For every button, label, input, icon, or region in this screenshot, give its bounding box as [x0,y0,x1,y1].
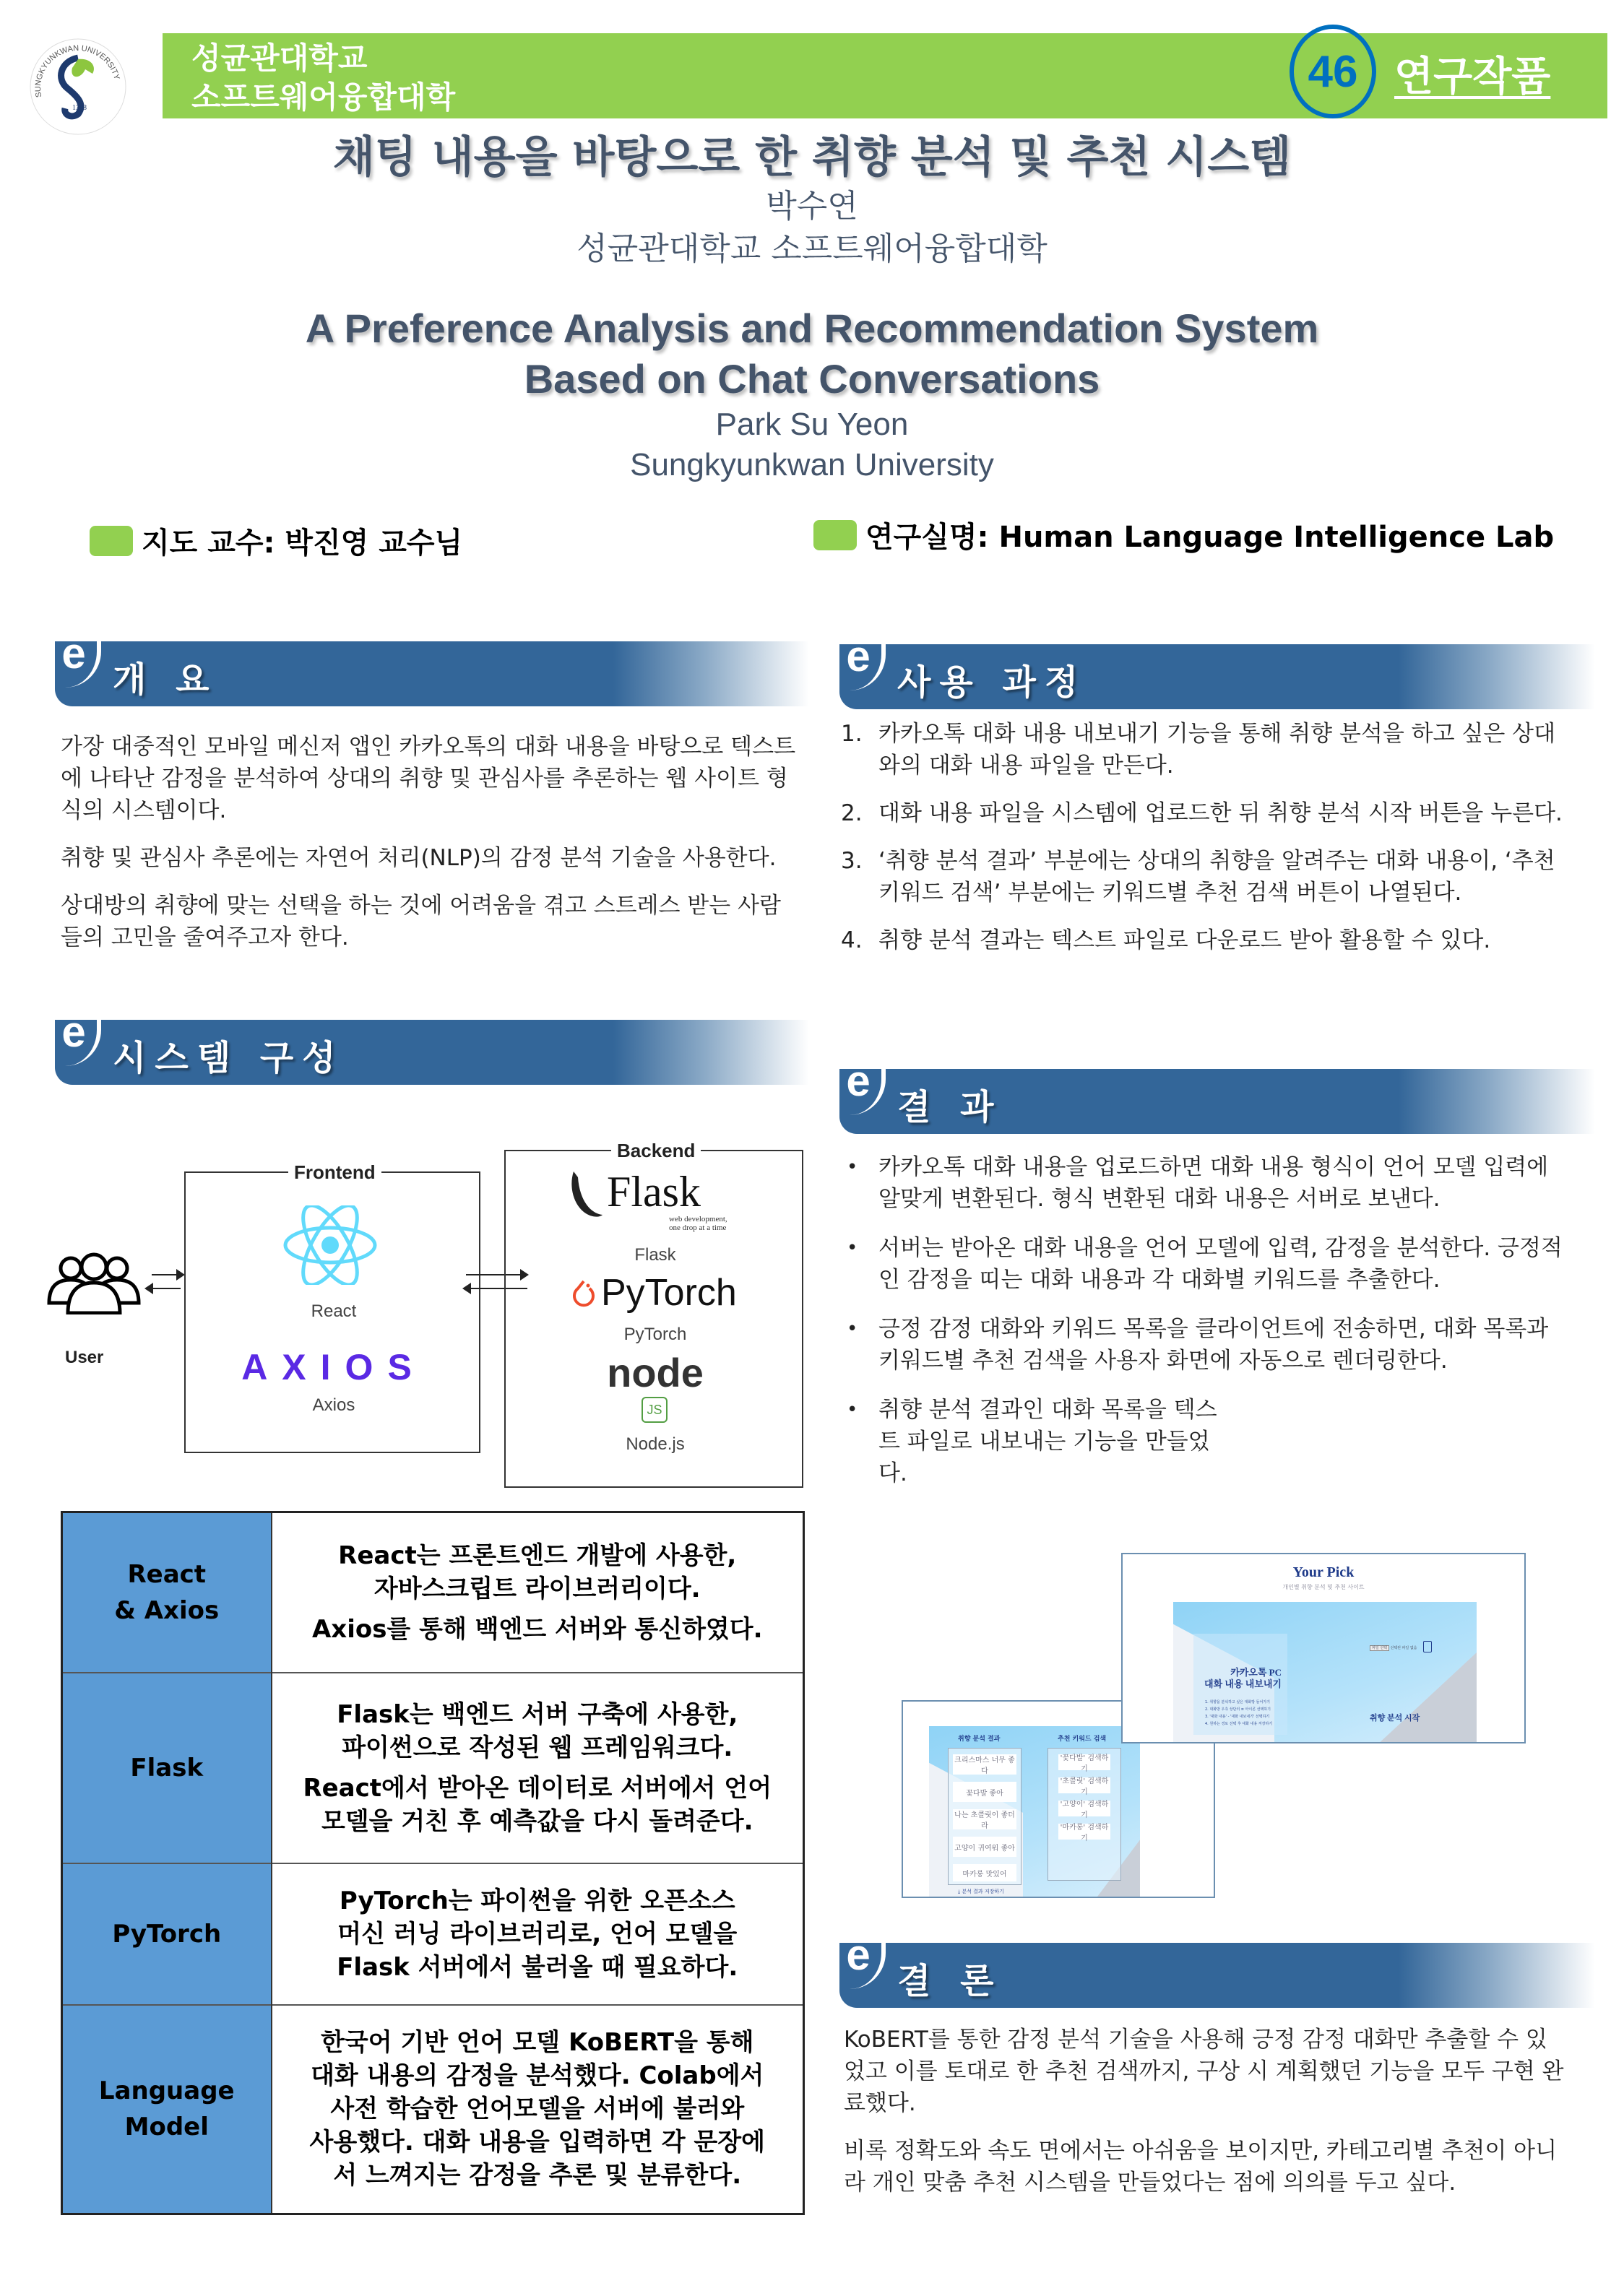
conclusion-text [844,2024,1566,2214]
korean-author: 박수연 [766,188,858,225]
poster-number-badge: 46 [1290,25,1376,118]
backend-box [504,1140,803,1488]
table-key-cell: Language Model [62,2005,272,2214]
svg-text:1398: 1398 [72,104,87,112]
table-value-cell: 한국어 기반 언어 모델 KoBERT을 통해 대화 내용의 감정을 분석했다. Colab에서 사전 학습한 언어모델을 서버에 불러와 사용했다. 대화 내용을 입력하면 각 문장에 서 느껴지는 감정을 추론 및 분류한다. [272,2005,804,2214]
table-row [62,2005,804,2214]
flask-caption: Flask [634,1245,676,1265]
users-icon [43,1249,144,1314]
table-value-cell: PyTorch는 파이썬을 위한 오픈소스 머신 러닝 라이브러리로, 언어 모델을 Flask 서버에서 불러올 때 필요하다. [272,1863,804,2005]
usage-step: 2. 대화 내용 파일을 시스템에 업로드한 뒤 취향 분석 시작 버튼을 누른다. [841,800,1563,826]
file-select-button[interactable]: 파일 선택 [1370,1645,1389,1651]
architecture-diagram [43,1134,809,1488]
section-header-overview [55,629,809,706]
overview-text [61,731,798,969]
main-page-screenshot [1121,1553,1526,1743]
college-label: 소프트웨어융합대학 [191,79,456,115]
table-key-cell: Flask [62,1673,272,1863]
college-name [191,39,455,117]
e-logo-icon: e [835,1933,886,1989]
english-title-line-2: Based on Chat Conversations [524,356,1100,402]
table-row [62,1512,804,1673]
flask-tagline: web development, one drop at a time [669,1215,727,1232]
technology-table [61,1511,805,2215]
axios-caption: Axios [312,1395,355,1415]
english-author: Park Su Yeon [715,407,909,442]
english-title-line-1: A Preference Analysis and Recommendation System [305,306,1319,351]
nodejs-js-badge: JS [642,1397,668,1423]
section-title: 개 요 [113,659,218,700]
e-logo-icon: e [51,631,101,688]
react-caption: React [311,1301,357,1321]
table-value-cell: Flask는 백엔드 서버 구축에 사용한, 파이썬으로 작성된 웹 프레임워크다. React에서 받아온 데이터로 서버에서 언어 모델을 거친 후 예측값을 다시 돌려준다. [272,1673,804,1863]
lab-label: 연구실명: Human Language Intelligence Lab [865,521,1555,554]
keyword-search-panel: '꽃다발' 검색하기 '초콜릿' 검색하기 '고양이' 검색하기 '마카롱' 검색하기 [1048,1748,1121,1881]
pytorch-flame-icon [571,1278,597,1310]
arrow-left-icon [152,1288,181,1289]
green-square-icon [813,520,857,550]
university-label: 성균관대학교 [191,40,368,76]
result-bullet: • 취향 분석 결과인 대화 목록을 텍스트 파일로 내보내는 기능을 만들었다. [847,1397,1217,1486]
results-bullets [841,1151,1571,1507]
usage-step: 3. ‘취향 분석 결과’ 부분에는 상대의 취향을 알려주는 대화 내용이, ‘추천 키워드 검색’ 부분에는 키워드별 추천 검색 버튼이 나열된다. [841,848,1555,906]
frontend-box [184,1161,480,1453]
react-logo-icon [283,1205,377,1285]
flask-horn-icon [568,1170,604,1221]
overview-paragraph: 상대방의 취향에 맞는 선택을 하는 것에 어려움을 겪고 스트레스 받는 사람들의 고민을 줄여주고자 한다. [61,893,781,950]
university-logo [27,36,129,137]
file-upload-icon[interactable] [1423,1641,1432,1652]
result-list-panel: 크리스마스 너무 좋다 꽃다발 좋아 나는 초콜릿이 좋더라 고양이 귀여워 좋아 마카롱 맛있어 [948,1748,1022,1885]
pytorch-logo: PyTorch [601,1272,737,1314]
title-block [0,129,1624,485]
conclusion-paragraph: 비록 정확도와 속도 면에서는 아쉬움을 보이지만, 카테고리별 추천이 아니라 개인 맞춤 추천 시스템을 만들었다는 점에 의의를 두고 싶다. [844,2138,1558,2196]
section-title: 결 과 [897,1087,1003,1127]
usage-steps [841,718,1571,972]
user-label: User [65,1348,104,1367]
download-results-link[interactable]: ⤓ 분석 결과 저장하기 [958,1889,1004,1894]
e-logo-icon: e [51,1010,101,1066]
pytorch-caption: PyTorch [623,1325,687,1344]
result-bullet: • 긍정 감정 대화와 키워드 목록을 클라이언트에 전송하면, 대화 목록과 키워드별 추천 검색을 사용자 화면에 자동으로 렌더링한다. [847,1316,1549,1374]
table-row [62,1673,804,1863]
lab-info [813,514,1554,555]
svg-text:SUNGKYUNKWAN UNIVERSITY: SUNGKYUNKWAN UNIVERSITY [33,43,121,98]
section-title: 시스템 구성 [113,1038,345,1078]
app-subtitle: 개인별 취향 분석 및 추천 사이트 [1282,1584,1365,1590]
korean-affiliation: 성균관대학교 소프트웨어융합대학 [576,230,1048,267]
advisor-label: 지도 교수: 박진영 교수님 [142,527,463,560]
section-header-system [55,1008,809,1085]
overview-paragraph: 취향 및 관심사 추론에는 자연어 처리(NLP)의 감정 분석 기술을 사용한다. [61,845,777,871]
korean-title: 채팅 내용을 바탕으로 한 취향 분석 및 추천 시스템 [332,132,1292,183]
category-label: 연구작품 [1394,53,1551,100]
section-header-results [839,1057,1595,1134]
table-value-cell: React는 프론트엔드 개발에 사용한, 자바스크립트 라이브러리이다. Axios를 통해 백엔드 서버와 통신하였다. [272,1512,804,1673]
backend-label: Backend [611,1140,701,1162]
result-bullet: • 서버는 받아온 대화 내용을 언어 모델에 입력, 감정을 분석한다. 긍정적인 감정을 띠는 대화 내용과 각 대화별 키워드를 추출한다. [847,1235,1563,1293]
english-affiliation: Sungkyunkwan University [630,447,994,482]
table-key-cell: React & Axios [62,1512,272,1673]
result-right-title: 추천 키워드 검색 [1058,1736,1107,1743]
app-title: Your Pick [1292,1564,1355,1580]
table-key-cell: PyTorch [62,1863,272,2005]
section-title: 결 론 [897,1961,1003,2001]
usage-step: 4. 취향 분석 결과는 텍스트 파일로 다운로드 받아 활용할 수 있다. [841,927,1491,953]
green-square-icon [90,526,133,556]
section-header-conclusion [839,1931,1595,2008]
advisor-info [90,520,462,561]
e-logo-icon: e [835,1059,886,1115]
export-instructions-panel: 카카오톡 PC 대화 내용 내보내기 1. 취향을 분석하고 싶은 대화방 들어가기 2. 대화방 우측 상단의 ≡ 아이콘 선택하기 3. '대화 내용' - '대화 내보내기' 선택하기 4. 원하는 경로 선택 후 대화 내용 저장하기 [1193,1634,1287,1735]
e-logo-icon: e [835,634,886,690]
file-input[interactable]: 파일 선택 선택된 파일 없음 [1370,1645,1417,1650]
overview-paragraph: 가장 대중적인 모바일 메신저 앱인 카카오톡의 대화 내용을 바탕으로 텍스트에 나타난 감정을 분석하여 상대의 취향 및 관심사를 추론하는 웹 사이트 형식의 시스템이다. [61,734,796,823]
usage-step: 1. 카카오톡 대화 내용 내보내기 기능을 통해 취향 분석을 하고 싶은 상대와의 대화 내용 파일을 만든다. [841,721,1556,779]
nodejs-logo: node [607,1350,704,1395]
section-header-usage [839,632,1595,709]
start-analysis-button[interactable]: 취향 분석 시작 [1370,1714,1420,1723]
frontend-label: Frontend [288,1161,381,1184]
flask-logo: Flask [607,1168,701,1216]
conclusion-paragraph: KoBERT를 통한 감정 분석 기술을 사용해 긍정 감정 대화만 추출할 수 있었고 이를 토대로 한 추천 검색까지, 구상 시 계획했던 기능을 모두 구현 완료했다. [844,2027,1564,2116]
nodejs-caption: Node.js [626,1434,685,1454]
section-title: 사용 과정 [897,662,1087,703]
table-row [62,1863,804,2005]
result-bullet: • 카카오톡 대화 내용을 업로드하면 대화 내용 형식이 언어 모델 입력에 알맞게 변환된다. 형식 변환된 대화 내용은 서버로 보낸다. [847,1154,1549,1212]
axios-logo: AXIOS [241,1347,426,1387]
result-left-title: 취향 분석 결과 [958,1736,1001,1743]
